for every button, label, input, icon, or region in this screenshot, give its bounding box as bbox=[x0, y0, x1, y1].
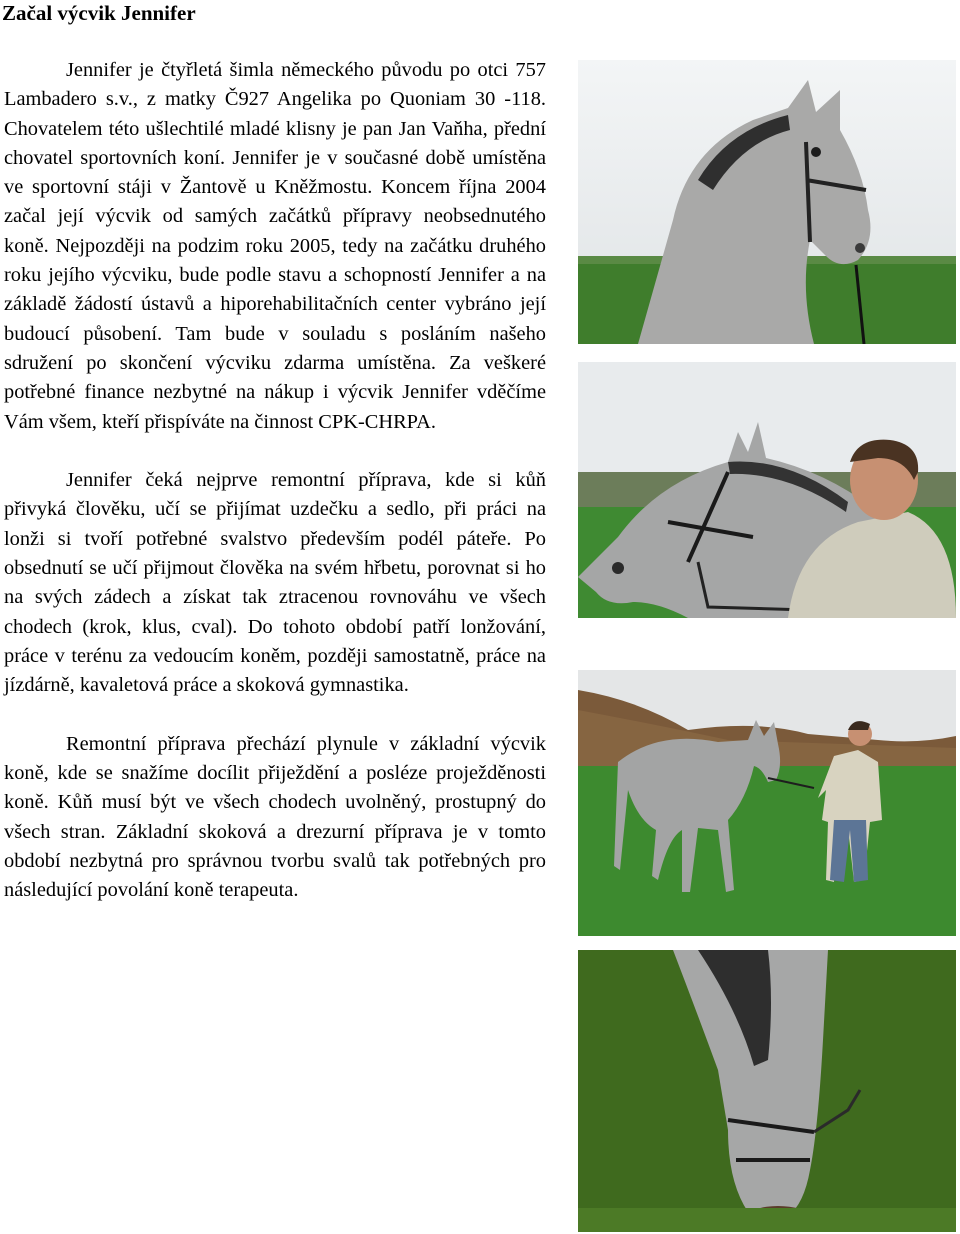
horse-grazing-photo bbox=[578, 950, 956, 1232]
horse-with-trainer-photo bbox=[578, 362, 956, 618]
horse-head-portrait-photo bbox=[578, 60, 956, 344]
paragraph-2: Jennifer čeká nejprve remontní příprava, kde si kůň přivyká člověku, učí se přijímat uzdečku a sedlo, při práci na lonži si tvoří potřebné svalstvo především podél páteře. Po obsednutí se učí přijmout člověka na svém hřbetu, porovnat si ho na svých zádech a získat tak ztracenou rovnováhu ve všech chodech (krok, klus, cval). Do tohoto období patří lonžování, práce v terénu za vedoucím koněm, později samostatně, práce na jízdárně, kavaletová práce a skoková gymnastika. bbox=[4, 469, 546, 697]
article-body bbox=[4, 56, 546, 906]
horse-on-lead-walking-icon bbox=[578, 670, 956, 936]
horse-head-portrait-icon bbox=[578, 60, 956, 344]
horse-on-lead-walking-photo bbox=[578, 670, 956, 936]
article-title: Začal výcvik Jennifer bbox=[2, 1, 196, 25]
paragraph-1: Jennifer je čtyřletá šimla německého původu po otci 757 Lambadero s.v., z matky Č927 Angelika po Quoniam 30 -118. Chovatelem této ušlechtilé mladé klisny je pan Jan Vaňha, přední chovatel sportovních koní. Jennifer je v současné době umístěna ve sportovní stáji v Žantově u Kněžmostu. Koncem října 2004 začal její výcvik od samých začátků přípravy neobsednutého koně. Nejpozději na podzim roku 2005, tedy na začátku druhého roku jejího výcviku, bude podle stavu a schopností Jennifer a na základě žádostí ústavů a hiporehabilitačních center vybráno její budoucí působení. Tam bude v souladu s posláním našeho sdružení po skončení výcviku zdarma umístěna. Za veškeré potřebné finance nezbytné na nákup i výcvik Jennifer vděčíme Vám všem, kteří přispíváte na činnost CPK-CHRPA. bbox=[4, 59, 546, 433]
horse-with-trainer-icon bbox=[578, 362, 956, 618]
paragraph-3: Remontní příprava přechází plynule v základní výcvik koně, kde se snažíme docílit přiježdění a posléze proježděnosti koně. Kůň musí být ve všech chodech uvolněný, prostupný do všech stran. Základní skoková a drezurní příprava je v tomto období nezbytná pro správnou tvorbu svalů tak potřebných pro následující povolání koně terapeuta. bbox=[4, 732, 546, 902]
horse-grazing-icon bbox=[578, 950, 956, 1232]
